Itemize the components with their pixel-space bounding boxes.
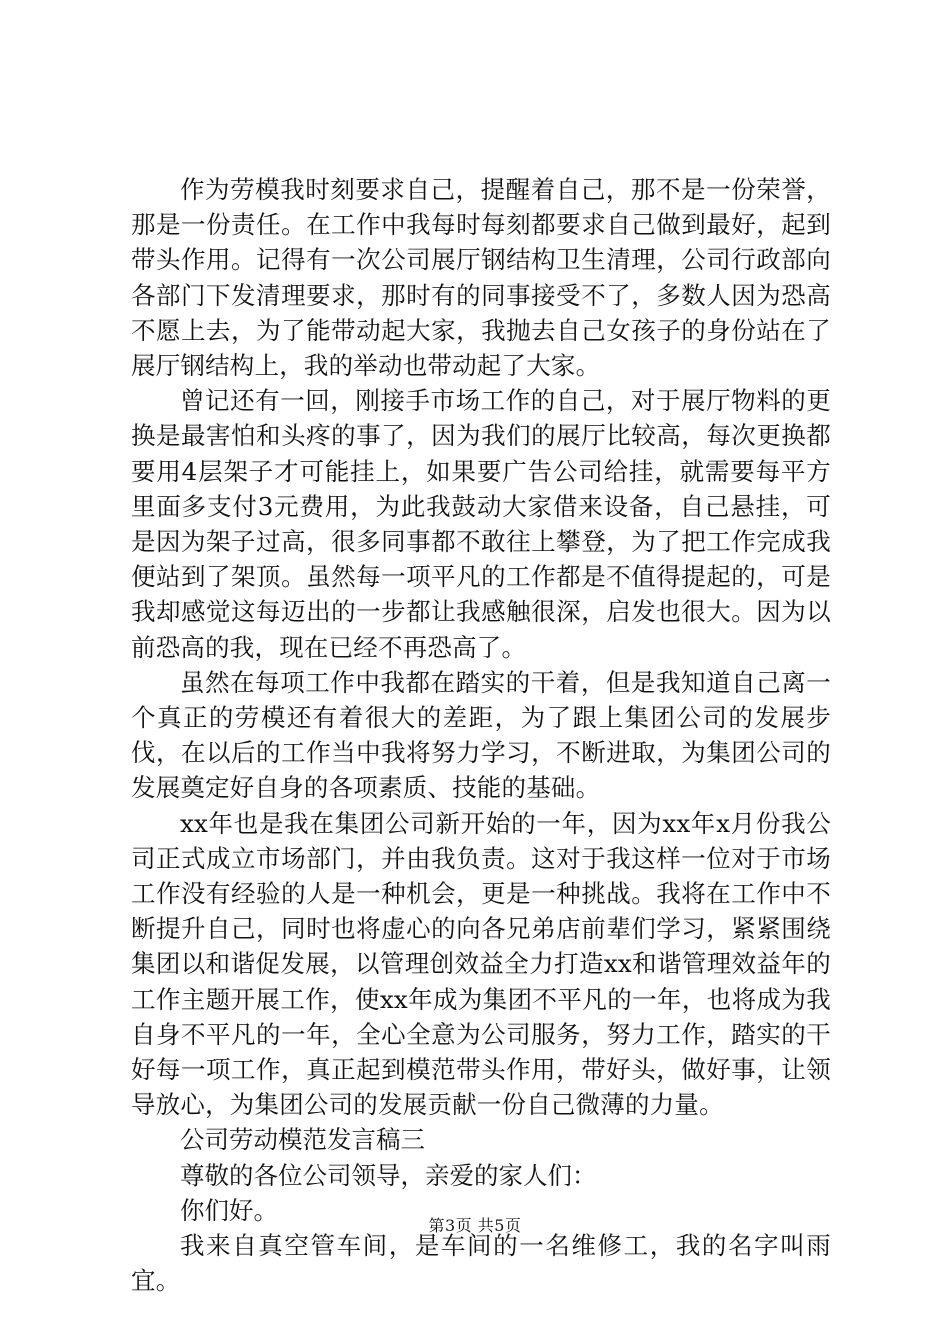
body-paragraph-2: 曾记还有一回，刚接手市场工作的自己，对于展厅物料的更换是最害怕和头疼的事了，因为我们的展厅比较高，每次更换都要用4层架子才可能挂上，如果要广告公司给挂，就需要每平方里面多支付3元费用，为此我鼓动大家借来设备，自己悬挂，可是因为架子过高，很多同事都不敢往上攀登，为了把工作完成我便站到了架顶。虽然每一项平凡的工作都是不值得提起的，可是我却感觉这每迈出的一步都让我感触很深，启发也很大。因为以前恐高的我，现在已经不再恐高了。 bbox=[131, 386, 831, 662]
body-paragraph-1: 作为劳模我时刻要求自己，提醒着自己，那不是一份荣誉，那是一份责任。在工作中我每时每刻都要求自己做到最好，起到带头作用。记得有一次公司展厅钢结构卫生清理，公司行政部向各部门下发清理要求，那时有的同事接受不了，多数人因为恐高不愿上去，为了能带动起大家，我抛去自己女孩子的身份站在了展厅钢结构上，我的举动也带动起了大家。 bbox=[131, 175, 831, 381]
page-number: 第3页 共5页 bbox=[428, 1216, 522, 1235]
document-body bbox=[131, 172, 831, 1299]
body-paragraph-3: 虽然在每项工作中我都在踏实的干着，但是我知道自己离一个真正的劳模还有着很大的差距，为了跟上集团公司的发展步伐，在以后的工作当中我将努力学习，不断进取，为集团公司的发展奠定好自身的各项素质、技能的基础。 bbox=[131, 667, 831, 803]
salutation: 尊敬的各位公司领导，亲爱的家人们： bbox=[180, 1160, 597, 1190]
body-paragraph-4: xx年也是我在集团公司新开始的一年，因为xx年x月份我公司正式成立市场部门，并由我负责。这对于我这样一位对于市场工作没有经验的人是一种机会，更是一种挑战。我将在工作中不断提升自己，同时也将虚心的向各兄弟店前辈们学习，紧紧围绕集团以和谐促发展，以管理创效益全力打造xx和谐管理效益年的工作主题开展工作，使xx年成为集团不平凡的一年，也将成为我自身不平凡的一年，全心全意为公司服务，努力工作，踏实的干好每一项工作，真正起到模范带头作用，带好头，做好事，让领导放心，为集团公司的发展贡献一份自己微薄的力量。 bbox=[131, 808, 831, 1120]
greeting: 你们好。 bbox=[180, 1195, 278, 1225]
page-footer bbox=[0, 1216, 950, 1236]
section-heading: 公司劳动模范发言稿三 bbox=[180, 1125, 425, 1155]
intro-paragraph: 我来自真空管车间，是车间的一名维修工，我的名字叫雨宜。 bbox=[131, 1231, 831, 1296]
